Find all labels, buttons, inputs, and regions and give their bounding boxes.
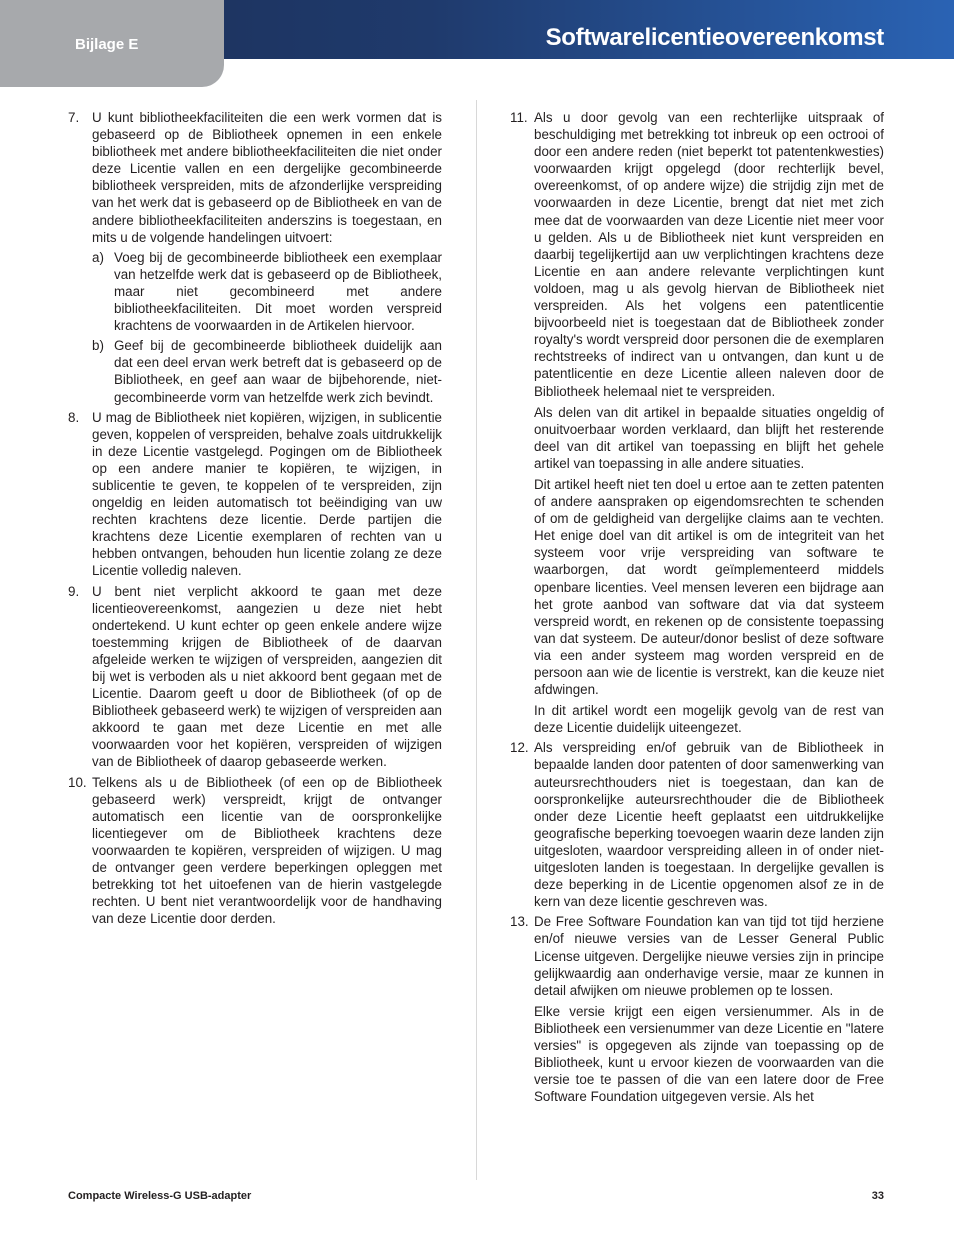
article-number: 11. [510,110,528,125]
footer-product-name: Compacte Wireless-G USB-adapter [68,1190,252,1202]
article-paragraph: De Free Software Foundation kan van tijd tot tijd herziene en/of nieuwe versies van de Lesser General Public License uitgeven. Dergelijke nieuwe versies zijn in principe gelijkwaardig aan onderhavige versie, maar ze kunnen in detail afwijken om nieuwe problemen op te lossen. [534,914,884,998]
article-paragraph: Dit artikel heeft niet ten doel u ertoe aan te zetten patenten of andere aanspraken op eigendomsrechten te schenden of om de geldigheid van dergelijke claims aan te vechten. Het enige doel van dit artikel is om de integriteit van het systeem voor vrije verspreiding van software te waarborgen, dat wordt geïmplementeerd middels openbare licenties. Veel mensen leveren een bijdrage aan het grote aanbod van software dat via dat systeem verspreid wordt, en rekenen op de consistente toepassing van dat systeem. De auteur/donor beslist of deze software via een ander systeem mag worden verspreid en de persoon aan wie de licentie is verstrekt, kan die keuze niet afdwingen. [534,476,884,698]
article-text: U kunt bibliotheekfaciliteiten die een werk vormen dat is gebaseerd op de Bibliotheek opnemen in een enkele bibliotheek met andere bibliotheekfaciliteiten die niet onder deze Licentie vallen en een dergelijke gecombineerde bibliotheek verspreiden, mits de afzonderlijke verspreiding van het werk dat is gebaseerd op de Bibliotheek en van de andere bibliotheekfaciliteiten anderszins is toegestaan, en mits u de volgende handelingen uitvoert: [92,110,442,245]
right-column [510,109,884,1108]
article-text: U mag de Bibliotheek niet kopiëren, wijzigen, in sublicentie geven, koppelen of verspreiden, behalve zoals uitdrukkelijk in deze Licentie vastgelegd. Pogingen om de Bibliotheek op een andere manier te kopiëren, te wijzigen, in sublicentie te geven, te koppelen of te verspreiden, zijn ongeldig en leiden automatisch tot beëindiging van uw rechten krachtens deze licentie. Derde partijen die krachtens deze Licentie exemplaren of rechten van u hebben ontvangen, behouden hun licentie zolang ze deze Licentie volledig naleven. [92,409,442,579]
article-paragraph: In dit artikel wordt een mogelijk gevolg van de rest van deze Licentie duidelijk uiteengezet. [534,703,884,736]
article-text: Telkens als u de Bibliotheek (of een op de Bibliotheek gebaseerd werk) verspreidt, krijgt de ontvanger automatisch een licentie van de oorspronkelijke licentiegever om de Bibliotheek krachtens deze voorwaarden te kopiëren, verspreiden of wijzigen. U mag de ontvanger geen verdere beperkingen opleggen met betrekking tot het uitoefenen van de hierin vastgelegde rechten. U bent niet verantwoordelijk voor de handhaving van deze Licentie door derden. [92,774,442,927]
sub-item-label: a) [92,249,104,265]
sub-item-a [92,249,442,334]
article-paragraph: Als delen van dit artikel in bepaalde situaties ongeldig of onuitvoerbaar worden verklaard, dan blijft het resterende deel van dit artikel van toepassing en blijft het gehele artikel van toepassing in alle andere situaties. [534,404,884,471]
article-9 [68,583,442,771]
article-10 [68,774,442,928]
article-7 [68,109,442,406]
article-paragraph: Als u door gevolg van een rechterlijke uitspraak of beschuldiging met betrekking tot inbreuk op een octrooi of door een andere reden (niet beperkt tot patentenkwesties) voorwaarden krijgt opgelegd (door rechterlijk bevel, overeenkomst, of op andere wijze) die strijdig zijn met de voorwaarden in deze Licentie, brengt dat niet met zich mee dat de voorwaarden van deze Licentie niet meer voor u gelden. Als u de Bibliotheek niet kunt verspreiden en daarbij tegelijkertijd aan uw verplichtingen krachtens deze Licentie en aan andere relevante verplichtingen kunt voldoen, mag u als gevolg hiervan de Bibliotheek niet verspreiden. Als het volgens een patentlicentie bijvoorbeeld niet is toegestaan dat de Bibliotheek zonder royalty's wordt verspreid door personen die de exemplaren rechtstreeks of indirect van u ontvangen, dan kunt u de patentlicentie en deze Licentie alleen naleven door de Bibliotheek helemaal niet te verspreiden. [534,110,884,399]
sub-item-label: b) [92,338,104,354]
left-column [68,109,442,930]
article-8 [68,409,442,580]
article-number: 10. [68,774,87,790]
sub-item-text: Geef bij de gecombineerde bibliotheek duidelijk aan dat een deel ervan werk betreft dat is gebaseerd op de Bibliotheek, en geef aan waar de bijbehorende, niet-gecombineerde vorm van hetzelfde werk zich bevindt. [114,338,442,405]
page-number: 33 [871,1190,884,1202]
article-number: 13. [510,914,529,930]
article-text: U bent niet verplicht akkoord te gaan met deze licentieovereenkomst, aangezien u deze niet hebt ondertekend. U kunt echter op geen enkele andere wijze toestemming krijgen de Bibliotheek of de daarvan afgeleide werken te wijzigen of verspreiden, aangezien dit bij wet is verboden als u niet akkoord bent gegaan met de Licentie. Daarom geeft u door de Bibliotheek (of op de Bibliotheek gebaseerd werk) te wijzigen of verspreiden aan akkoord te gaan met deze Licentie en met alle voorwaarden voor het kopiëren, verspreiden of wijzigen van de Bibliotheek of daarop gebaseerde werken. [92,583,442,770]
sub-item-text: Voeg bij de gecombineerde bibliotheek een exemplaar van hetzelfde werk dat is gebaseerd op de Bibliotheek, maar niet gecombineerd met andere bibliotheekfaciliteiten. Dit moet worden verspreid krachtens de voorwaarden in de Artikelen hiervoor. [114,249,442,334]
appendix-tab-label: Bijlage E [75,36,139,53]
article-number: 8. [68,409,80,425]
page-title: Softwarelicentieovereenkomst [545,24,884,51]
article-12 [510,739,884,910]
article-text: Als verspreiding en/of gebruik van de Bibliotheek in bepaalde landen door patenten of door samenwerking van auteursrechthouders niet is toegestaan, dan kan de oorspronkelijke auteursrechthouder die de Bibliotheek onder deze Licentie heeft geplaatst een uitdrukkelijke geografische beperking toevoegen waarin deze landen zijn uitgesloten, waardoor verspreiding alleen in of onder niet-uitgesloten landen is toegestaan. In dergelijke gevallen is deze beperking in de Licentie opgenomen alsof ze in de kern van deze licentie geschreven was. [534,740,884,910]
appendix-tab [0,0,224,87]
article-paragraph: Elke versie krijgt een eigen versienummer. Als in de Bibliotheek een versienummer van deze Licentie en "latere versies" is opgegeven als zijnde van toepassing op de Bibliotheek, kunt u ervoor kiezen de voorwaarden van die versie toe te passen of die van een latere door de Free Software Foundation uitgegeven versie. Als het [534,1003,884,1105]
article-number: 9. [68,583,80,599]
article-13 [510,913,884,1105]
column-divider [476,100,477,1180]
article-11 [510,109,884,736]
article-number: 7. [68,110,80,125]
sub-item-b [92,337,442,405]
article-number: 12. [510,740,529,756]
